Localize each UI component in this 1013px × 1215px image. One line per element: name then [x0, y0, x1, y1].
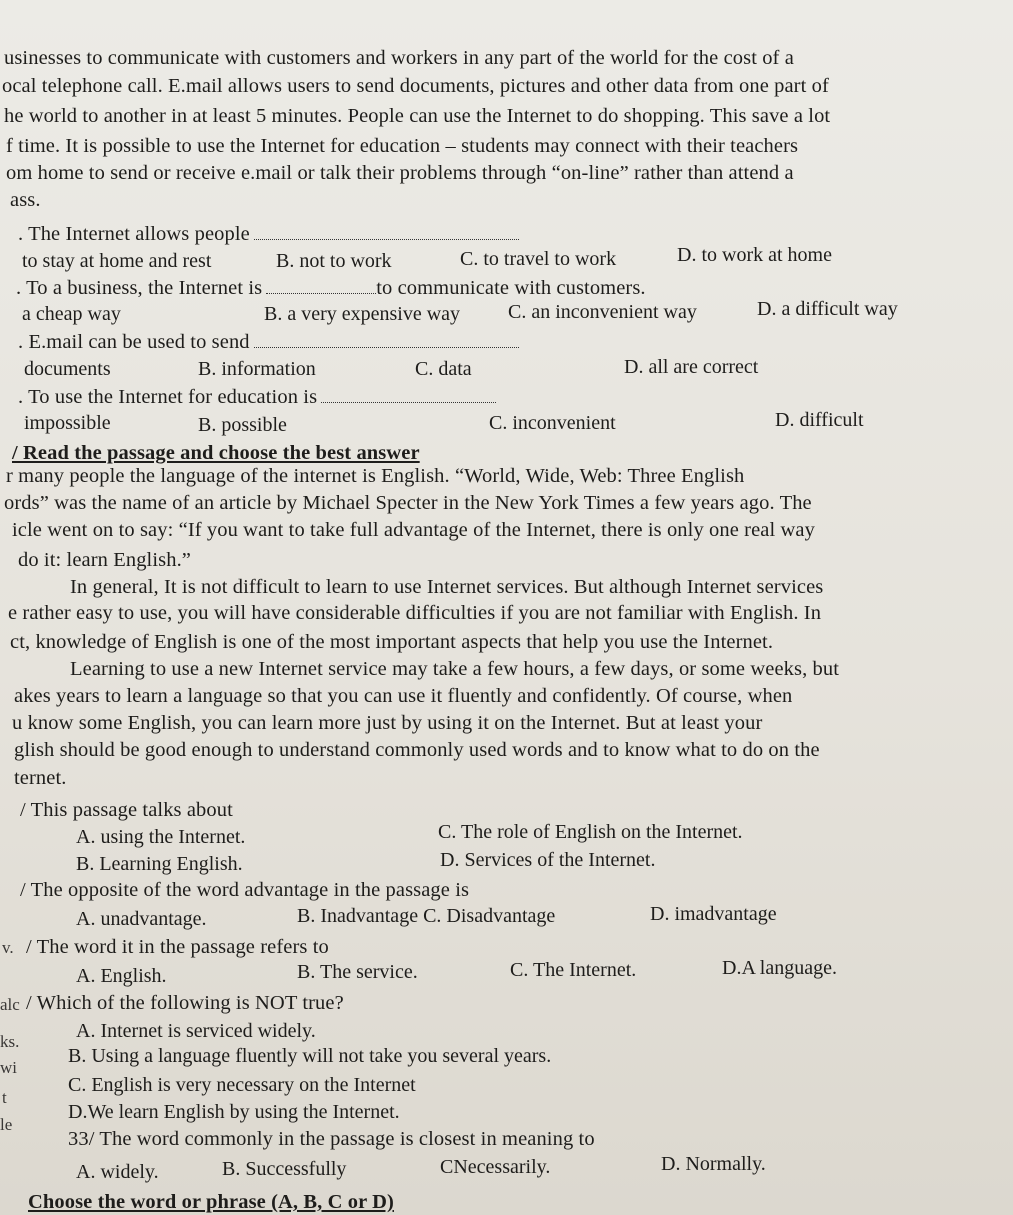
option-d: D. to work at home — [677, 244, 832, 266]
question-stem: / Which of the following is NOT true? — [26, 992, 344, 1014]
option-c: C. data — [415, 358, 472, 380]
option-c: C. to travel to work — [460, 248, 617, 270]
option-c: C. an inconvenient way — [508, 301, 697, 323]
option-b: B. possible — [198, 414, 287, 436]
question-stem: 33/ The word commonly in the passage is closest in meaning to — [68, 1128, 595, 1150]
footer-heading: Choose the word or phrase (A, B, C or D) — [28, 1191, 394, 1213]
option-a: to stay at home and rest — [22, 250, 212, 272]
option-a: A. unadvantage. — [76, 908, 207, 930]
answer-blank — [266, 277, 376, 294]
passage1-line: ocal telephone call. E.mail allows users to send documents, pictures and other data from one part of — [2, 75, 829, 97]
option-d: D. Normally. — [661, 1153, 766, 1175]
passage2-line: r many people the language of the internet is English. “World, Wide, Web: Three English — [6, 465, 745, 487]
option-a: a cheap way — [22, 303, 121, 325]
option-d: D. Services of the Internet. — [440, 849, 656, 871]
passage2-line: In general, It is not difficult to learn to use Internet services. But although Internet services — [70, 576, 824, 598]
passage2-line: ct, knowledge of English is one of the most important aspects that help you use the Internet. — [10, 631, 774, 653]
passage1-line: ass. — [10, 189, 41, 211]
question-text: . The Internet allows people — [18, 223, 250, 245]
option-c: C. inconvenient — [489, 412, 616, 434]
passage2-line: glish should be good enough to understand commonly used words and to know what to do on the — [14, 739, 820, 761]
margin-fragment: v. — [2, 938, 14, 957]
passage2-line: do it: learn English.” — [18, 549, 191, 571]
option-d: D. a difficult way — [757, 298, 898, 320]
option-b: B. Inadvantage C. Disadvantage — [297, 905, 556, 927]
option-d: D.A language. — [722, 957, 837, 979]
question-stem — [16, 276, 646, 300]
option-a: A. widely. — [76, 1161, 159, 1183]
question-stem — [18, 330, 519, 354]
passage2-line: Learning to use a new Internet service may take a few hours, a few days, or some weeks, but — [70, 658, 840, 680]
passage1-line: he world to another in at least 5 minutes. People can use the Internet to do shopping. This save a lot — [4, 105, 831, 127]
option-b: B. not to work — [276, 250, 392, 272]
passage2-line: akes years to learn a language so that you can use it fluently and confidently. Of course, when — [14, 685, 793, 707]
option-d: D. imadvantage — [650, 903, 777, 925]
passage1-line: om home to send or receive e.mail or talk their problems through “on-line” rather than attend a — [6, 162, 794, 184]
question-text: . To a business, the Internet is — [16, 277, 263, 299]
option-c: C. The Internet. — [510, 959, 637, 981]
question-stem — [18, 222, 519, 246]
question-stem: / The word it in the passage refers to — [26, 936, 329, 958]
option-a: A. English. — [76, 965, 167, 987]
passage1-line: usinesses to communicate with customers and workers in any part of the world for the cost of a — [4, 47, 794, 69]
margin-fragment: t — [2, 1088, 7, 1107]
margin-fragment: alc — [0, 995, 20, 1014]
passage2-line: ternet. — [14, 767, 67, 789]
margin-fragment: ks. — [0, 1032, 20, 1051]
option-d: D. difficult — [775, 409, 864, 431]
margin-fragment: wi — [0, 1058, 17, 1077]
option-c: C. The role of English on the Internet. — [438, 821, 743, 843]
option-d: D.We learn English by using the Internet. — [68, 1101, 400, 1123]
option-b: B. a very expensive way — [264, 303, 461, 325]
passage2-line: u know some English, you can learn more just by using it on the Internet. But at least your — [12, 712, 763, 734]
section-heading: / Read the passage and choose the best answer — [12, 442, 420, 464]
option-a: A. Internet is serviced widely. — [76, 1020, 316, 1042]
passage2-line: e rather easy to use, you will have considerable difficulties if you are not familiar with English. In — [8, 602, 822, 624]
option-b: B. Learning English. — [76, 853, 243, 875]
option-c: C. English is very necessary on the Internet — [68, 1074, 416, 1096]
question-stem: / This passage talks about — [20, 799, 233, 821]
answer-blank — [254, 223, 519, 240]
passage2-line: icle went on to say: “If you want to take full advantage of the Internet, there is only one real way — [12, 519, 815, 541]
option-b: B. information — [198, 358, 316, 380]
passage2-line: ords” was the name of an article by Michael Specter in the New York Times a few years ago. The — [4, 492, 812, 514]
option-b: B. The service. — [297, 961, 418, 983]
passage1-line: f time. It is possible to use the Internet for education – students may connect with their teachers — [6, 135, 799, 157]
option-a: A. using the Internet. — [76, 826, 246, 848]
question-text: . To use the Internet for education is — [18, 386, 318, 408]
option-a: impossible — [24, 412, 111, 434]
answer-blank — [254, 331, 519, 348]
option-b: B. Successfully — [222, 1158, 347, 1180]
question-text-after: to communicate with customers. — [376, 277, 646, 299]
margin-fragment: le — [0, 1115, 13, 1134]
answer-blank — [321, 386, 496, 403]
option-c: CNecessarily. — [440, 1156, 551, 1178]
question-stem — [18, 385, 496, 409]
option-a: documents — [24, 358, 111, 380]
option-d: D. all are correct — [624, 356, 759, 378]
question-stem: / The opposite of the word advantage in the passage is — [20, 879, 470, 901]
option-b: B. Using a language fluently will not take you several years. — [68, 1045, 552, 1067]
question-text: . E.mail can be used to send — [18, 331, 250, 353]
